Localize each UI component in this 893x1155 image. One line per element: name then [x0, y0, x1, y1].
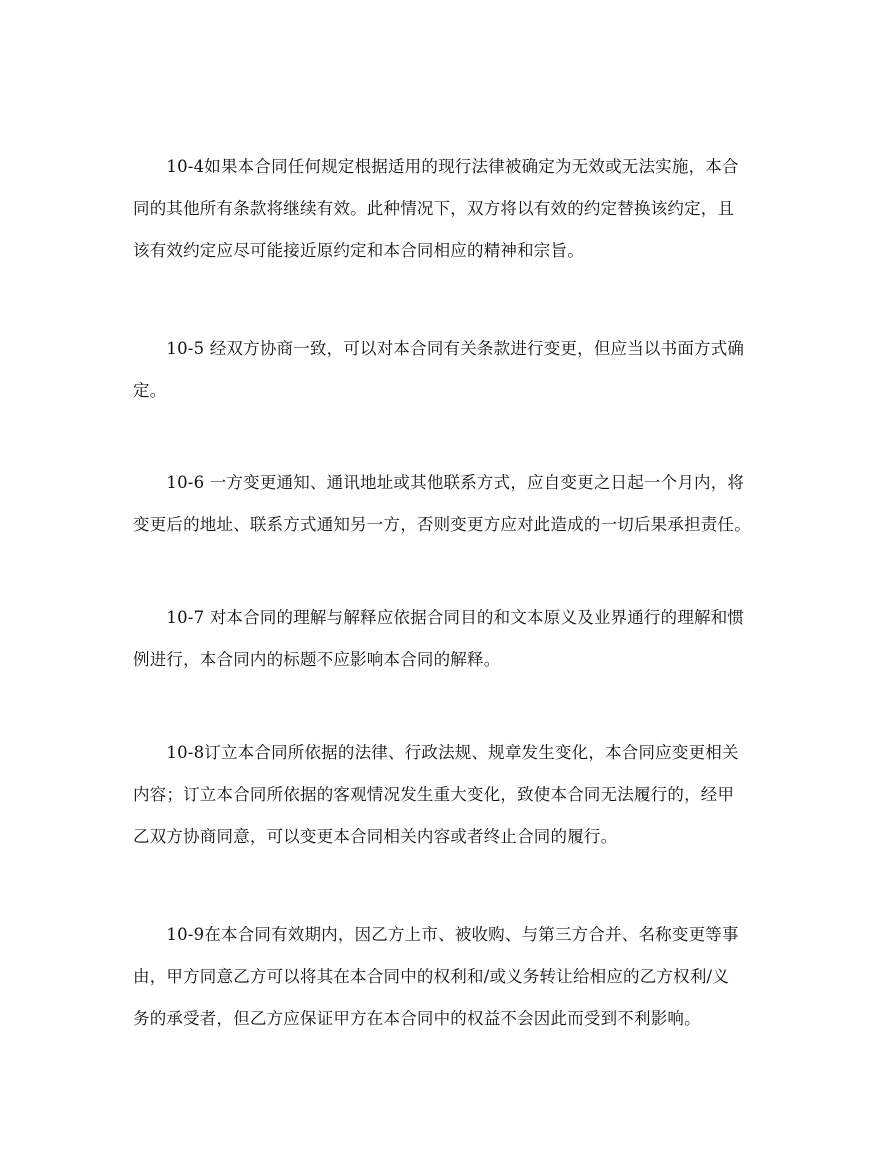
- clause-line: 该有效约定应尽可能接近原约定和本合同相应的精神和宗旨。: [133, 241, 584, 260]
- clause-line: 由，甲方同意乙方可以将其在本合同中的权利和/或义务转让给相应的乙方权利/义: [133, 967, 730, 986]
- clause-line: 10-6 一方变更通知、通讯地址或其他联系方式，应自变更之日起一个月内，将: [133, 473, 745, 492]
- clause-line: 乙双方协商同意，可以变更本合同相关内容或者终止合同的履行。: [133, 827, 618, 846]
- clause-10-4: [133, 146, 773, 272]
- clause-line: 定。: [133, 381, 167, 400]
- clause-line: 10-7 对本合同的理解与解释应依据合同目的和文本原义及业界通行的理解和惯: [133, 608, 745, 627]
- clause-10-5: [133, 328, 773, 412]
- clause-10-9: [133, 914, 773, 1040]
- clause-line: 务的承受者，但乙方应保证甲方在本合同中的权益不会因此而受到不利影响。: [133, 1009, 701, 1028]
- clause-line: 10-8订立本合同所依据的法律、行政法规、规章发生变化，本合同应变更相关: [133, 743, 739, 762]
- clause-10-7: [133, 597, 773, 681]
- clause-line: 10-9在本合同有效期内，因乙方上市、被收购、与第三方合并、名称变更等事: [133, 925, 739, 944]
- clause-line: 变更后的地址、联系方式通知另一方，否则变更方应对此造成的一切后果承担责任。: [133, 515, 751, 534]
- clause-line: 同的其他所有条款将继续有效。此种情况下，双方将以有效的约定替换该约定，且: [133, 199, 735, 218]
- clause-10-8: [133, 732, 773, 858]
- clause-line: 10-5 经双方协商一致，可以对本合同有关条款进行变更，但应当以书面方式确: [133, 339, 745, 358]
- clause-line: 例进行，本合同内的标题不应影响本合同的解释。: [133, 650, 501, 669]
- clause-line: 内容；订立本合同所依据的客观情况发生重大变化，致使本合同无法履行的，经甲: [133, 785, 735, 804]
- clause-line: 10-4如果本合同任何规定根据适用的现行法律被确定为无效或无法实施，本合: [133, 157, 739, 176]
- clause-10-6: [133, 462, 773, 546]
